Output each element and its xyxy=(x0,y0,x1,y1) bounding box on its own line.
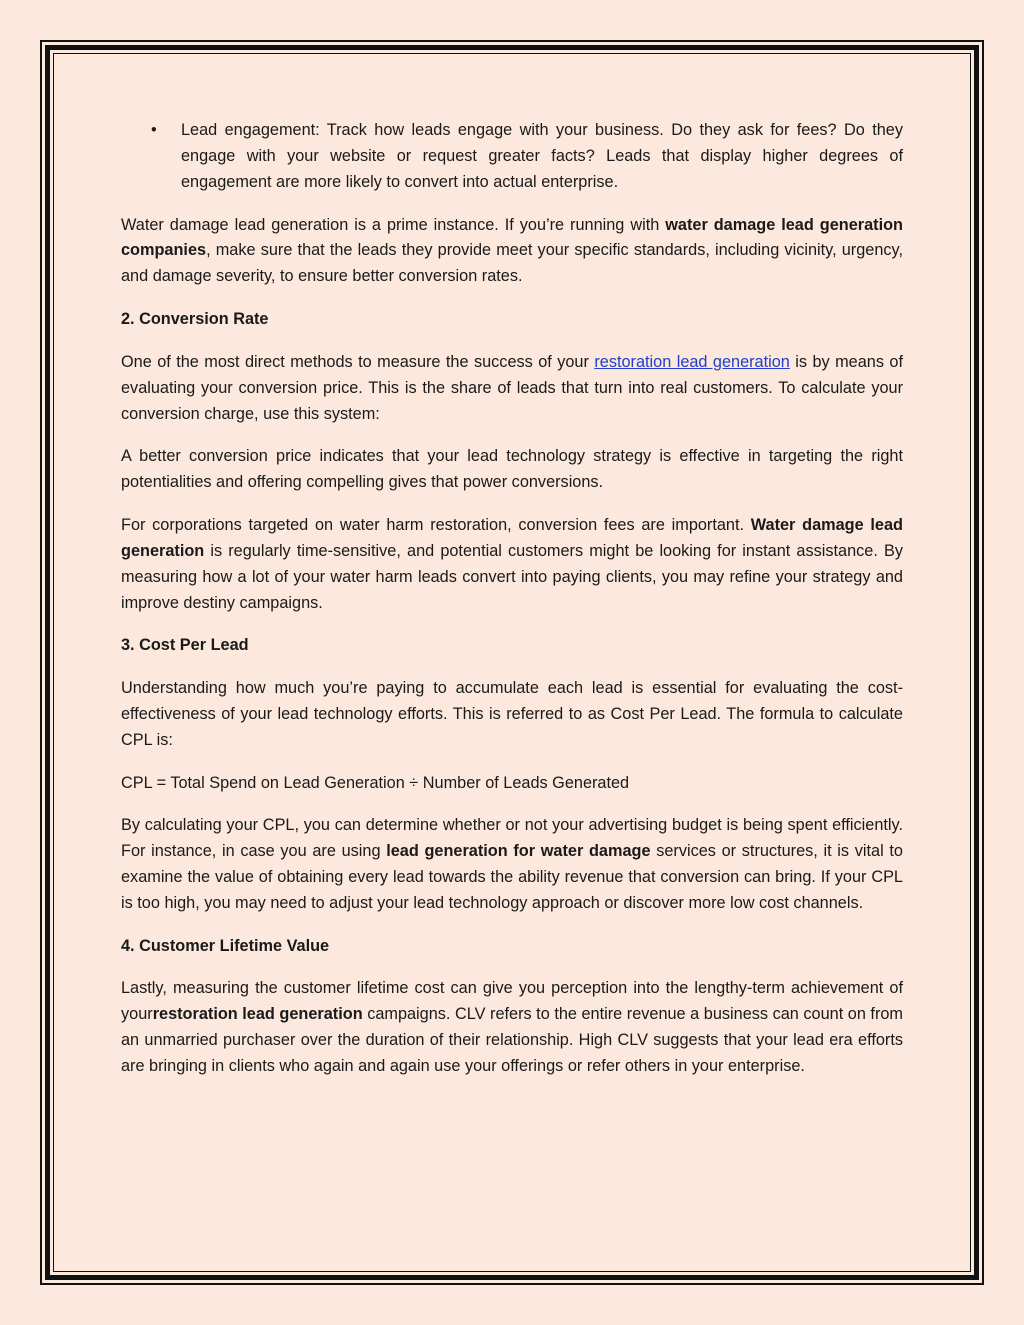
paragraph-text: campaigns. CLV refers to the entire revenue a business can count on from an unmarried purchaser over the duration of their relationship. High CLV suggests that your lead era efforts are bringing in clients who again and again use your offerings or refer others in your enterprise. xyxy=(121,1005,903,1076)
paragraph-corporations xyxy=(121,513,903,617)
paragraph-text: Lastly, measuring the customer lifetime cost can give you perception into the lengthy-term achievement of your xyxy=(121,979,903,1024)
heading-conversion-rate: 2. Conversion Rate xyxy=(121,310,269,329)
heading-customer-lifetime-value: 4. Customer Lifetime Value xyxy=(121,936,330,955)
bullet-list xyxy=(121,118,903,196)
paragraph-text: For corporations targeted on water harm restoration, conversion fees are important. xyxy=(121,515,751,534)
bold-phrase: water damage lead generation companies xyxy=(121,215,903,260)
paragraph-cpl-intro: Understanding how much you’re paying to accumulate each lead is essential for evaluating the cost-effectiveness of your lead technology efforts. This is referred to as Cost Per Lead. The formula to calculate CPL is: xyxy=(121,678,903,749)
paragraph-text: , make sure that the leads they provide meet your specific standards, including vicinity, urgency, and damage severity, to ensure better conversion rates. xyxy=(121,241,903,286)
paragraph-text: By calculating your CPL, you can determine whether or not your advertising budget is being spent efficiently. For instance, in case you are using xyxy=(121,816,903,861)
heading-cost-per-lead: 3. Cost Per Lead xyxy=(121,636,249,655)
bold-phrase: Water damage lead generation xyxy=(121,515,903,560)
bullet-icon: • xyxy=(151,121,157,139)
bold-phrase: lead generation for water damage xyxy=(386,842,651,861)
bullet-text: Lead engagement: Track how leads engage with your business. Do they ask for fees? Do they engage with your website or request greater facts? Leads that display higher degrees of engagement are more likely to convert into actual enterprise. xyxy=(181,121,903,191)
paragraph-water-damage xyxy=(121,213,903,291)
paragraph-text: Water damage lead generation is a prime instance. If you’re running with xyxy=(121,215,666,234)
paragraph-clv xyxy=(121,976,903,1080)
paragraph-conversion-intro xyxy=(121,350,903,428)
paragraph-text: is regularly time-sensitive, and potential customers might be looking for instant assistance. By measuring how a lot of your water harm leads convert into paying clients, you may refine your strategy and improve destiny campaigns. xyxy=(121,541,903,612)
paragraph-text: One of the most direct methods to measure the success of your xyxy=(121,352,595,371)
list-item xyxy=(121,118,903,196)
paragraph-text: is by means of evaluating your conversion price. This is the share of leads that turn into real customers. To calculate your conversion charge, use this system: xyxy=(121,352,903,423)
bold-phrase: restoration lead generation xyxy=(152,1005,363,1024)
restoration-lead-generation-link[interactable]: restoration lead generation xyxy=(594,352,790,371)
paragraph-better-conversion: A better conversion price indicates that your lead technology strategy is effective in targeting the right potentialities and offering compelling gives that power conversions. xyxy=(121,447,903,492)
cpl-formula: CPL = Total Spend on Lead Generation ÷ Number of Leads Generated xyxy=(121,773,630,792)
paragraph-text: services or structures, it is vital to examine the value of obtaining every lead towards the ability revenue that conversion can bring. If your CPL is too high, you may need to adjust your lead technology approach or discover more low cost channels. xyxy=(121,842,903,912)
document-body xyxy=(121,118,903,1097)
paragraph-cpl-calc xyxy=(121,813,903,917)
